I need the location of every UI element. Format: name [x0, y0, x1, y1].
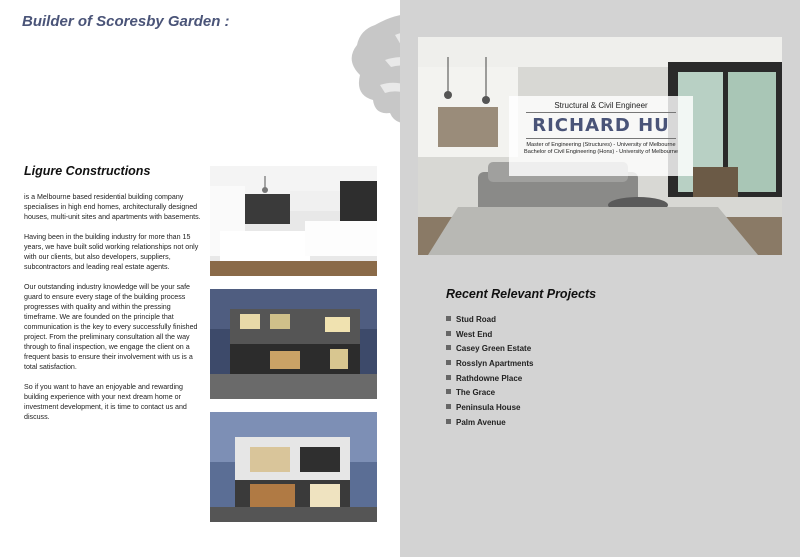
qualification-line: Bachelor of Civil Engineering (Hons) - University of Melbourne [524, 149, 678, 155]
list-item [446, 342, 534, 357]
square-bullet-icon [446, 360, 451, 365]
list-item [446, 357, 534, 372]
project-name: Peninsula House [456, 403, 521, 413]
list-item [446, 386, 534, 401]
square-bullet-icon [446, 375, 451, 380]
list-item [446, 416, 534, 431]
card-divider [526, 138, 676, 139]
projects-list [446, 313, 534, 431]
project-name: Rathdowne Place [456, 373, 523, 383]
company-paragraph: So if you want to have an enjoyable and rewarding building experience with your next dream home or investment development, it is time to contact us and discuss. [24, 383, 187, 421]
company-description [24, 192, 204, 432]
project-name: The Grace [456, 388, 496, 398]
list-item [446, 401, 534, 416]
card-divider [526, 112, 676, 113]
townhouse-photo [210, 289, 377, 399]
engineer-role: Structural & Civil Engineer [554, 101, 648, 110]
square-bullet-icon [446, 316, 451, 321]
list-item [446, 313, 534, 328]
project-name: Stud Road [456, 315, 496, 324]
project-name: West End [456, 329, 493, 339]
company-paragraph: Having been in the building industry for more than 15 years, we have built solid working relationships not only with our clients, but also developers, suppliers, subcontractors and leading real estate agents. [24, 233, 199, 271]
company-paragraph: is a Melbourne based residential building company specialises in high end homes, architecturally designed houses, multi-unit sites and apartments with basements. [24, 193, 201, 221]
kitchen-photo [210, 166, 377, 276]
list-item [446, 372, 534, 387]
engineer-card [509, 96, 693, 176]
square-bullet-icon [446, 389, 451, 394]
qualification-line: Master of Engineering (Structures) - University of Melbourne [526, 142, 676, 148]
project-name: Rosslyn Apartments [456, 359, 534, 369]
company-paragraph: Our outstanding industry knowledge will be your safe guard to ensure every stage of the building process progresses with quality and within the pressing timeframe. We are founded on the principle that communication is the key to every successfully finished project. From the preliminary consultation all the way through to final inspection, we engage the client on a frequent basis to ensure their involvement with us is a total satisfaction. [24, 283, 198, 371]
lion-head-icon [335, 5, 400, 155]
square-bullet-icon [446, 404, 451, 409]
company-title: Ligure Constructions [24, 164, 151, 178]
list-item [446, 328, 534, 343]
square-bullet-icon [446, 331, 451, 336]
square-bullet-icon [446, 419, 451, 424]
modern-house-photo [210, 412, 377, 522]
project-name: Casey Green Estate [456, 344, 532, 354]
page-heading: Builder of Scoresby Garden : [22, 13, 230, 30]
projects-title: Recent Relevant Projects [446, 287, 597, 301]
engineer-name: RICHARD HU [532, 115, 670, 136]
project-name: Palm Avenue [456, 417, 506, 427]
square-bullet-icon [446, 345, 451, 350]
engineer-qualifications [509, 142, 693, 156]
